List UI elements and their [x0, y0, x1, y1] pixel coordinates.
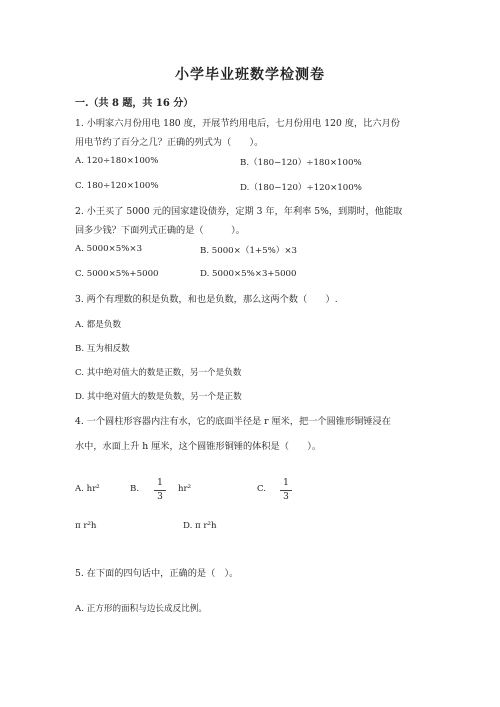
q4-option-b-fraction [154, 478, 166, 503]
q2-option-b: B. 5000×（1+5%）×3 [200, 246, 298, 256]
q4-option-b-expr: hr² [178, 484, 192, 494]
question-2-line-2: 回多少钱？下面列式正确的是（ ）。 [75, 225, 245, 236]
question-4 [75, 412, 425, 456]
fraction-denominator: 3 [157, 492, 163, 502]
q2-option-a: A. 5000×5%×3 [75, 244, 143, 254]
q1-option-c: C. 180÷120×100% [75, 181, 159, 191]
q4-option-d: D. π r²h [183, 521, 217, 531]
q3-option-a: A. 都是负数 [75, 320, 122, 330]
q4-option-c-label: C. [257, 484, 267, 494]
q2-option-c: C. 5000×5%+5000 [75, 269, 159, 279]
q4-option-c-expr: π r²h [75, 521, 97, 531]
q4-option-a: A. hr² [75, 484, 100, 494]
q2-option-d: D. 5000×5%×3+5000 [200, 269, 297, 279]
q4-option-b-label: B. [130, 484, 140, 494]
q3-option-d: D. 其中绝对值大的数是负数，另一个是正数 [75, 392, 242, 402]
q1-option-b: B.（180−120）÷180×100% [240, 158, 362, 168]
fraction-numerator: 1 [157, 478, 163, 488]
question-1-line-2: 用电节约了百分之几？正确的列式为（ ）。 [75, 137, 264, 148]
question-2 [75, 202, 425, 240]
page-title: 小学毕业班数学检测卷 [175, 67, 325, 83]
question-1 [75, 114, 425, 152]
q5-option-a: A. 正方形的面积与边长成反比例。 [75, 604, 207, 614]
question-2-line-1: 2. 小王买了 5000 元的国家建设债券，定期 3 年，年利率 5%，到期时，他能取 [75, 206, 403, 217]
q1-option-a: A. 120÷180×100% [75, 156, 159, 166]
q3-option-c: C. 其中绝对值大的数是正数，另一个是负数 [75, 368, 242, 378]
fraction-denominator: 3 [283, 492, 289, 502]
question-1-line-1: 1. 小明家六月份用电 180 度，开展节约用电后，七月份用电 120 度，比六月份 [75, 118, 400, 129]
question-3: 3. 两个有理数的积是负数，和也是负数，那么这两个数（ ）. [75, 294, 338, 305]
section-heading: 一.（共 8 题，共 16 分） [75, 98, 194, 109]
question-4-line-1: 4. 一个圆柱形容器内注有水，它的底面半径是 r 厘米，把一个圆锥形铜锤浸在 [75, 416, 391, 427]
fraction-bar [280, 490, 292, 491]
q4-option-c-fraction [280, 478, 292, 503]
question-4-line-2: 水中，水面上升 h 厘米，这个圆锥形铜锤的体积是（ ）。 [75, 441, 322, 452]
question-5: 5. 在下面的四句话中，正确的是（ ）。 [75, 568, 239, 579]
fraction-bar [154, 490, 166, 491]
fraction-numerator: 1 [283, 478, 289, 488]
q1-option-d: D.（180−120）÷120×100% [240, 183, 362, 193]
q3-option-b: B. 互为相反数 [75, 344, 130, 354]
